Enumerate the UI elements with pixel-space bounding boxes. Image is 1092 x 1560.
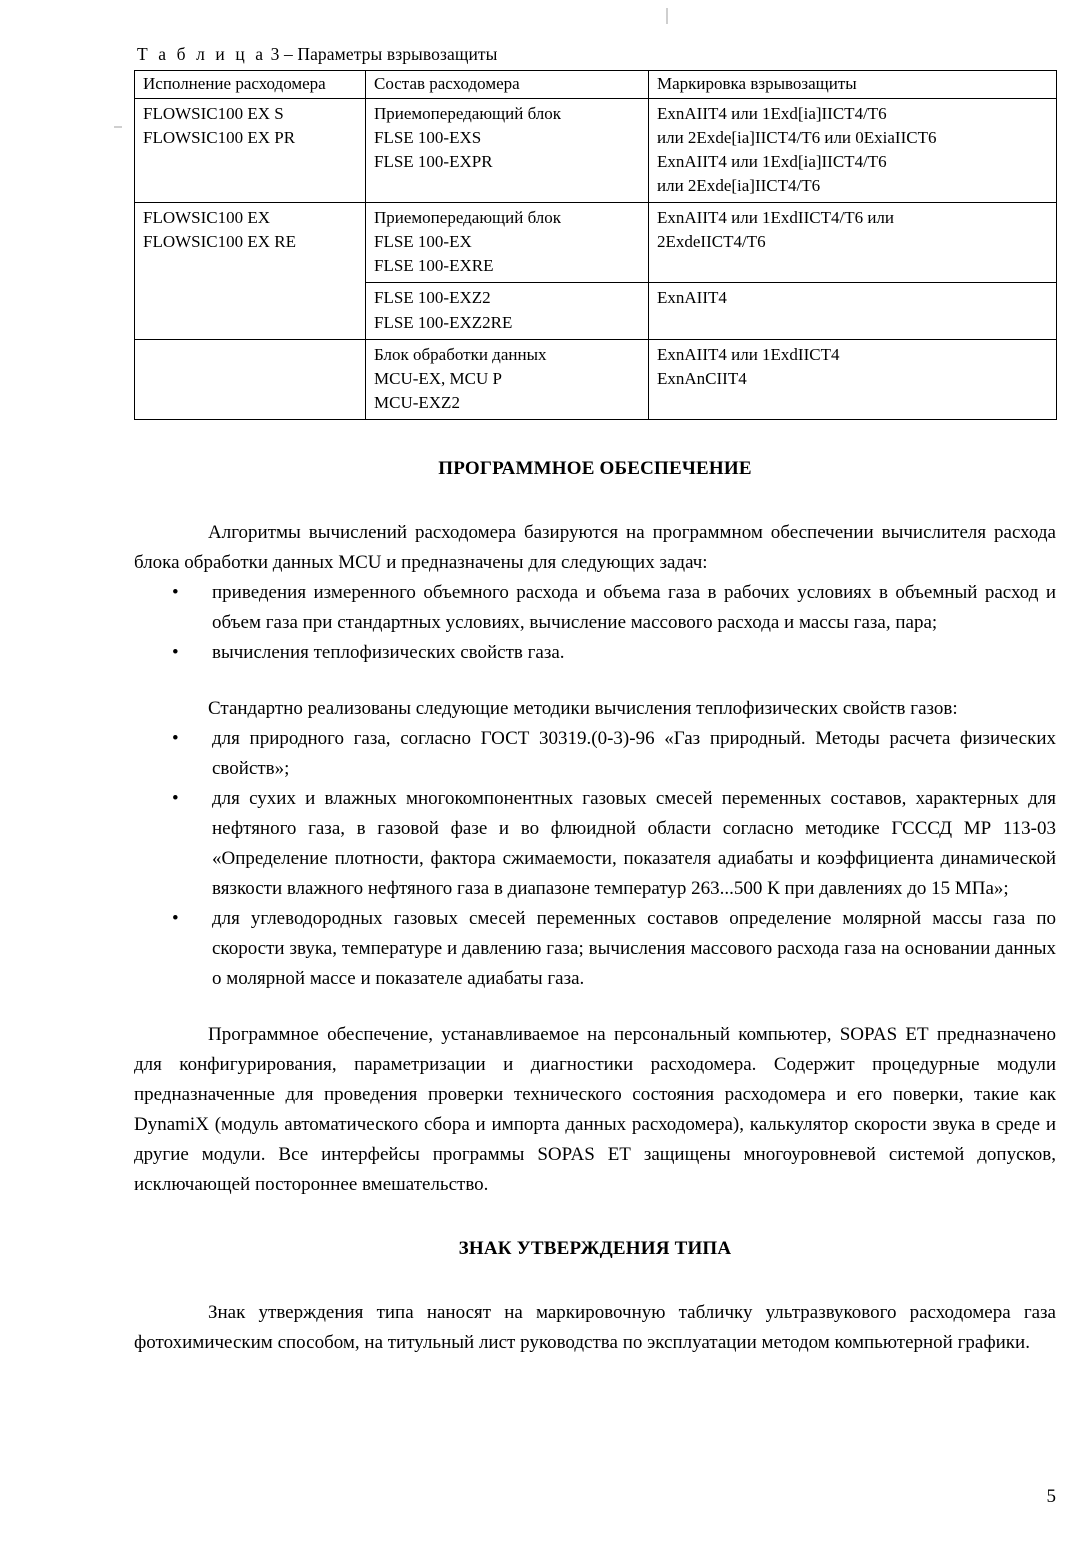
bullet-icon: • bbox=[172, 582, 179, 604]
paragraph-software-intro: Алгоритмы вычислений расходомера базируются на программном обеспечении вычислителя расхода блока обработки данных MCU и предназначены для следующих задач: bbox=[134, 522, 1056, 574]
execution-line: FLOWSIC100 EX PR bbox=[143, 127, 296, 147]
composition-line: FLSE 100-EXPR bbox=[374, 151, 493, 171]
marking-line: 2ExdeIICT4/T6 bbox=[657, 232, 766, 252]
heading-software: ПРОГРАММНОЕ ОБЕСПЕЧЕНИЕ bbox=[438, 458, 752, 480]
composition-line: FLSE 100-EX bbox=[374, 232, 472, 252]
marking-line: ExnAIIT4 или 1ExdIICT4/T6 или bbox=[657, 208, 895, 228]
composition-line: MCU-EX, MCU P bbox=[374, 368, 502, 388]
heading-type-approval: ЗНАК УТВЕРЖДЕНИЯ ТИПА bbox=[458, 1238, 732, 1260]
list-item bbox=[134, 638, 1056, 668]
table-row bbox=[135, 339, 1057, 419]
table-row bbox=[135, 98, 1057, 203]
list-item bbox=[134, 578, 1056, 638]
table-header-execution: Исполнение расходомера bbox=[135, 71, 366, 99]
scan-artifact bbox=[114, 126, 122, 128]
table-caption-prefix: Т а б л и ц а bbox=[137, 44, 267, 64]
composition-line: Приемопередающий блок bbox=[374, 103, 562, 123]
marking-line: или 2Exde[ia]IICT4/T6 bbox=[657, 175, 821, 195]
bullet-icon: • bbox=[172, 728, 179, 750]
table-caption bbox=[137, 44, 1056, 65]
execution-line: FLOWSIC100 EX S bbox=[143, 103, 284, 123]
paragraph-type-approval: Знак утверждения типа наносят на маркировочную табличку ультразвукового расходомера газа фотохимическим способом, на титульный лист руководства по эксплуатации методом компьютерной графики. bbox=[134, 1302, 1056, 1354]
list-calculation-methods bbox=[134, 724, 1056, 994]
scan-artifact bbox=[666, 8, 668, 24]
composition-line: FLSE 100-EXRE bbox=[374, 256, 494, 276]
table-cell-composition bbox=[366, 283, 649, 339]
list-item-text: вычисления теплофизических свойств газа. bbox=[212, 642, 565, 664]
list-software-tasks bbox=[134, 578, 1056, 668]
composition-line: FLSE 100-EXZ2RE bbox=[374, 312, 513, 332]
table-cell-composition bbox=[366, 98, 649, 203]
marking-line: ExnAIIT4 или 1Exd[ia]IICT4/T6 bbox=[657, 103, 887, 123]
list-item bbox=[134, 784, 1056, 904]
composition-line: Приемопередающий блок bbox=[374, 208, 562, 228]
marking-line: ExnAIIT4 или 1Exd[ia]IICT4/T6 bbox=[657, 151, 887, 171]
marking-line: или 2Exde[ia]IICT4/T6 или 0ExiaIICT6 bbox=[657, 127, 937, 147]
table-header-marking: Маркировка взрывозащиты bbox=[649, 71, 1057, 99]
table-cell-marking bbox=[649, 283, 1057, 339]
table-cell-marking bbox=[649, 203, 1057, 283]
table-cell-execution-empty bbox=[135, 339, 366, 419]
composition-line: Блок обработки данных bbox=[374, 344, 547, 364]
paragraph-sopas: Программное обеспечение, устанавливаемое на персональный компьютер, SOPAS ЕТ предназначено для конфигурирования, параметризации и диагностики расходомера. Содержит процедурные модули предназначенные для проведения проверки технического состояния расходомера и его поверки, такие как DynamiX (модуль автоматического сбора и импорта данных расходомера), калькулятор скорости звука в среде и другие модули. Все интерфейсы программы SOPAS ЕТ защищены многоуровневой системой допусков, исключающей постороннее вмешательство. bbox=[134, 1024, 1056, 1196]
composition-line: FLSE 100-EXS bbox=[374, 127, 482, 147]
bullet-icon: • bbox=[172, 788, 179, 810]
table-cell-marking bbox=[649, 98, 1057, 203]
list-item bbox=[134, 904, 1056, 994]
list-item-text: для природного газа, согласно ГОСТ 30319.(0-3)-96 «Газ природный. Методы расчета физических свойств»; bbox=[212, 728, 1056, 780]
table-header-row bbox=[135, 71, 1057, 99]
table-caption-title: Параметры взрывозащиты bbox=[297, 44, 498, 64]
table-cell-execution bbox=[135, 203, 366, 340]
page-number: 5 bbox=[1046, 1486, 1056, 1507]
marking-line: ExnAIIT4 bbox=[657, 288, 727, 308]
execution-line: FLOWSIC100 EX bbox=[143, 208, 271, 228]
table-header-composition: Состав расходомера bbox=[366, 71, 649, 99]
list-item bbox=[134, 724, 1056, 784]
table-cell-composition bbox=[366, 203, 649, 283]
composition-line: MCU-EXZ2 bbox=[374, 392, 460, 412]
table-cell-execution bbox=[135, 98, 366, 203]
explosion-protection-parameters-table bbox=[134, 70, 1057, 420]
bullet-icon: • bbox=[172, 908, 179, 930]
page-content bbox=[134, 44, 1056, 1358]
list-item-text: для сухих и влажных многокомпонентных газовых смесей переменных составов, характерных для нефтяного газа, в газовой фазе и во флюидной области согласно методике ГСССД МР 113-03 «Определение плотности, фактора сжимаемости, показателя адиабаты и коэффициента динамической вязкости влажного нефтяного газа в диапазоне температур 263...500 К при давлениях до 15 МПа»; bbox=[212, 788, 1056, 900]
table-cell-composition bbox=[366, 339, 649, 419]
paragraph-methods-intro: Стандартно реализованы следующие методики вычисления теплофизических свойств газов: bbox=[208, 698, 958, 720]
bullet-icon: • bbox=[172, 642, 179, 664]
table-caption-dash: – bbox=[283, 44, 293, 64]
table-cell-marking bbox=[649, 339, 1057, 419]
table-caption-number: 3 bbox=[270, 44, 280, 64]
marking-line: ExnAnCIIT4 bbox=[657, 368, 747, 388]
list-item-text: для углеводородных газовых смесей переменных составов определение молярной массы газа по скорости звука, температуре и давлению газа; вычисления массового расхода газа на основании данных о молярной массе и показателе адиабаты газа. bbox=[212, 908, 1056, 990]
list-item-text: приведения измеренного объемного расхода и объема газа в рабочих условиях в объемный расход и объем газа при стандартных условиях, вычисление массового расхода и массы газа, пара; bbox=[212, 582, 1056, 634]
execution-line: FLOWSIC100 EX RE bbox=[143, 232, 296, 252]
composition-line: FLSE 100-EXZ2 bbox=[374, 288, 491, 308]
table-row bbox=[135, 203, 1057, 283]
marking-line: ExnAIIT4 или 1ExdIICT4 bbox=[657, 344, 840, 364]
